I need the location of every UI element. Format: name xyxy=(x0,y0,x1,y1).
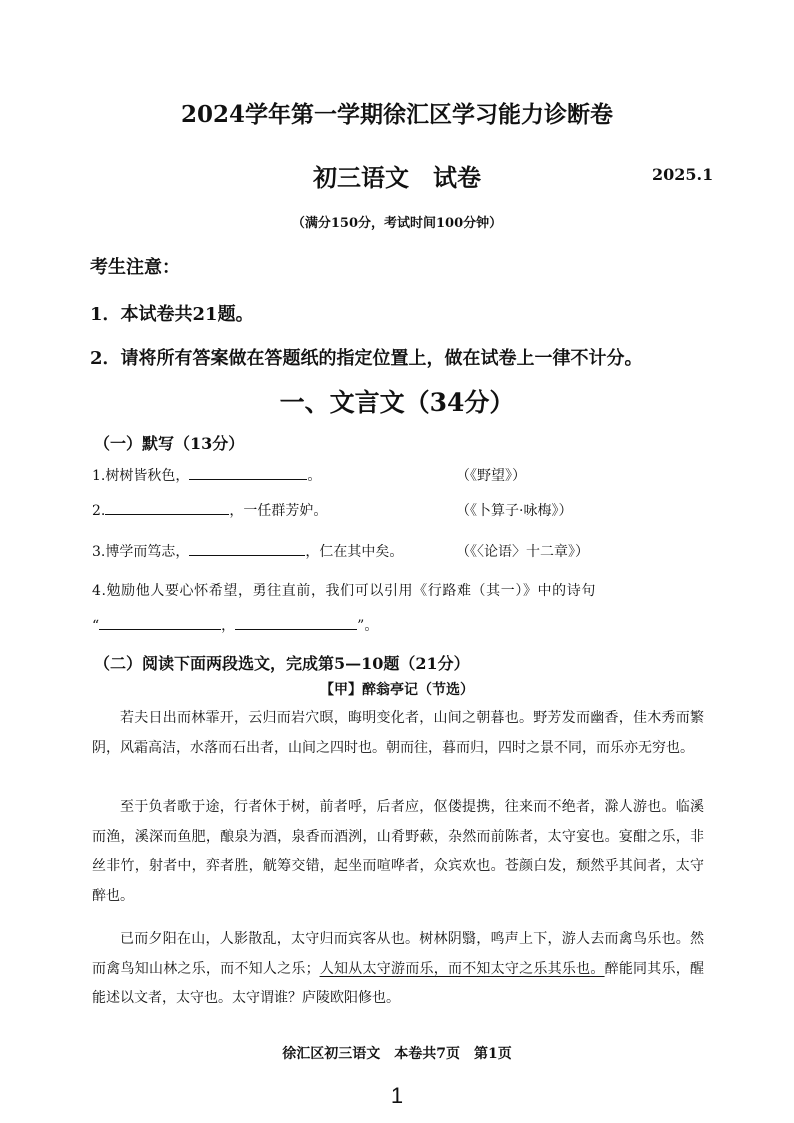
question-2 xyxy=(92,500,327,520)
exam-title: 2024学年第一学期徐汇区学习能力诊断卷 xyxy=(180,101,613,128)
question-4: 4.勉励他人要心怀希望，勇往直前，我们可以引用《行路难（其一）》中的诗句 xyxy=(92,583,596,599)
answer-blank-3[interactable] xyxy=(189,541,305,556)
section-heading: 一、文言文（34分） xyxy=(279,388,515,417)
passage-paragraph-3 xyxy=(92,925,704,1014)
close-quote: ”。 xyxy=(357,618,379,634)
score-note: （满分150分，考试时间100分钟） xyxy=(291,216,503,231)
open-quote: “ xyxy=(92,618,100,634)
quote-comma: ， xyxy=(221,618,236,634)
paragraph-2-text: 至于负者歌于途，行者休于树，前者呼，后者应，伛偻提携，往来而不绝者，滁人游也。临溪而渔，溪深而鱼肥，酿泉为酒，泉香而酒洌，山肴野蔌，杂然而前陈者，太守宴也。宴酣之乐，非丝非竹，射者中，弈者胜，觥筹交错，起坐而喧哗者，众宾欢也。苍颜白发，颓然乎其间者，太守醉也。 xyxy=(92,799,704,904)
paragraph-3-part-b: 醉能同其乐，醒能述以文者，太守也。太守谓谁？庐陵欧阳修也。 xyxy=(92,960,705,1006)
question-1-source: （《野望》） xyxy=(456,468,526,484)
notice-item-2: 2．请将所有答案做在答题纸的指定位置上，做在试卷上一律不计分。 xyxy=(90,348,643,369)
question-3-suffix: ，仁在其中矣。 xyxy=(305,544,404,560)
answer-blank-4b[interactable] xyxy=(235,615,357,630)
question-4-answer-line xyxy=(92,615,378,635)
paragraph-3-text xyxy=(92,925,704,1014)
underlined-sentence: 人知从太守游而乐，而不知太守之乐其乐也。 xyxy=(319,960,605,977)
answer-blank-1[interactable] xyxy=(189,465,307,480)
question-2-source: （《卜算子·咏梅》） xyxy=(456,503,573,519)
answer-blank-4a[interactable] xyxy=(99,615,221,630)
question-1 xyxy=(92,465,321,485)
passage-paragraph-2 xyxy=(92,793,704,911)
question-1-prefix: 1.树树皆秋色， xyxy=(92,468,190,484)
question-2-prefix: 2. xyxy=(92,503,106,519)
question-1-suffix: 。 xyxy=(307,468,322,484)
part2-heading: （二）阅读下面两段选文，完成第5—10题（21分） xyxy=(94,654,470,673)
passage-title: 【甲】醉翁亭记（节选） xyxy=(320,682,474,698)
part1-heading: （一）默写（13分） xyxy=(94,434,245,453)
page-footer: 徐汇区初三语文 本卷共7页 第1页 xyxy=(282,1046,512,1062)
question-3-prefix: 3.博学而笃志， xyxy=(92,544,190,560)
page-number: 1 xyxy=(390,1083,404,1108)
paragraph-1-text: 若夫日出而林霏开，云归而岩穴暝，晦明变化者，山间之朝暮也。野芳发而幽香，佳木秀而繁阴，风霜高洁，水落而石出者，山间之四时也。朝而往，暮而归，四时之景不同，而乐亦无穷也。 xyxy=(92,710,704,756)
notice-heading: 考生注意： xyxy=(90,257,180,278)
paragraph-3-part-a: 已而夕阳在山，人影散乱，太守归而宾客从也。树林阴翳，鸣声上下，游人去而禽鸟乐也。然而禽鸟知山林之乐，而不知人之乐； xyxy=(92,931,704,977)
question-3-source: （《〈论语〉十二章》） xyxy=(456,544,589,560)
question-2-suffix: ，一任群芳妒。 xyxy=(229,503,328,519)
exam-date: 2025.1 xyxy=(652,165,714,184)
question-3 xyxy=(92,541,403,561)
passage-paragraph-1 xyxy=(92,704,704,763)
answer-blank-2[interactable] xyxy=(105,500,229,515)
notice-item-1: 1．本试卷共21题。 xyxy=(90,304,254,325)
exam-subtitle: 初三语文 试卷 xyxy=(313,163,481,192)
